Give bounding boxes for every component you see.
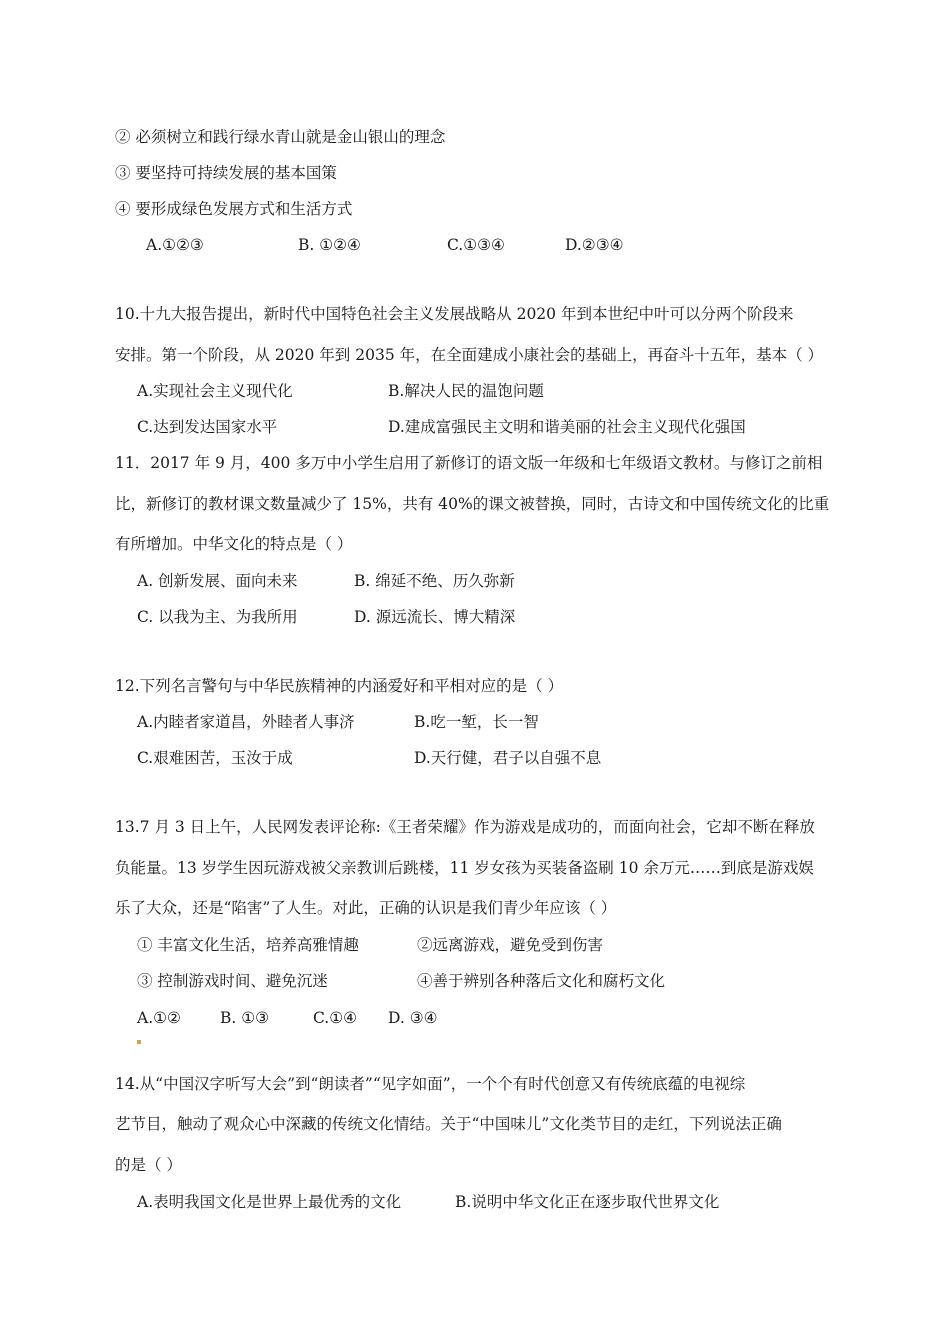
q14-option-a: A.表明我国文化是世界上最优秀的文化: [137, 1193, 402, 1211]
q14-option-b: B.说明中华文化正在逐步取代世界文化: [455, 1193, 720, 1211]
q10-stem-line-1: 10.十九大报告提出，新时代中国特色社会主义发展战略从 2020 年到本世纪中叶可以分两个阶段来: [115, 305, 794, 323]
q9-item-2: ② 必须树立和践行绿水青山就是金山银山的理念: [115, 128, 446, 146]
q13-stem-line-2: 负能量。13 岁学生因玩游戏被父亲教训后跳楼，11 岁女孩为买装备盗刷 10 余万元……到底是游戏娱: [115, 859, 814, 877]
q9-option-b: B. ①②④: [298, 236, 361, 254]
q10-option-c: C.达到发达国家水平: [137, 418, 278, 436]
q11-stem-line-1: 11．2017 年 9 月，400 多万中小学生启用了新修订的语文版一年级和七年级语文教材。与修订之前相: [115, 454, 823, 472]
q13-stem-line-3: 乐了大众，还是“陷害”了人生。对此，正确的认识是我们青少年应该（ ）: [115, 899, 617, 917]
q11-stem-line-3: 有所增加。中华文化的特点是（ ）: [115, 535, 353, 553]
q13-option-d: D. ③④: [388, 1009, 438, 1027]
q13-option-a: A.①②: [137, 1009, 181, 1027]
q12-option-b: B.吃一堑，长一智: [414, 713, 539, 731]
q12-option-a: A.内睦者家道昌，外睦者人事济: [137, 713, 355, 731]
q11-option-b: B. 绵延不绝、历久弥新: [354, 572, 515, 590]
q12-option-d: D.天行健，君子以自强不息: [414, 749, 602, 767]
q13-item-1: ① 丰富文化生活，培养高雅情趣: [137, 936, 359, 954]
q13-stem-line-1: 13.7 月 3 日上午，人民网发表评论称:《王者荣耀》作为游戏是成功的，而面向社会，它却不断在释放: [115, 818, 815, 836]
q9-option-d: D.②③④: [565, 236, 624, 254]
q11-option-d: D. 源远流长、博大精深: [354, 608, 516, 626]
q14-stem-line-1: 14.从“中国汉字听写大会”到“朗读者”“见字如面”，一个个有时代创意又有传统底蕴的电视综: [115, 1075, 746, 1093]
q10-stem-line-2: 安排。第一个阶段，从 2020 年到 2035 年，在全面建成小康社会的基础上，再奋斗十五年，基本（ ）: [115, 346, 824, 364]
q9-option-c: C.①③④: [447, 236, 505, 254]
q11-option-c: C. 以我为主、为我所用: [137, 608, 298, 626]
q10-option-b: B.解决人民的温饱问题: [388, 382, 544, 400]
q10-option-d: D.建成富强民主文明和谐美丽的社会主义现代化强国: [388, 418, 746, 436]
q14-stem-line-3: 的是（ ）: [115, 1156, 182, 1174]
q13-item-3: ③ 控制游戏时间、避免沉迷: [137, 972, 328, 990]
q12-stem: 12.下列名言警句与中华民族精神的内涵爱好和平相对应的是（ ）: [115, 677, 564, 695]
q13-option-c: C.①④: [313, 1009, 358, 1027]
stray-mark: [137, 1040, 141, 1044]
q13-option-b: B. ①③: [220, 1009, 270, 1027]
q9-item-3: ③ 要坚持可持续发展的基本国策: [115, 164, 337, 182]
q14-stem-line-2: 艺节目，触动了观众心中深藏的传统文化情结。关于“中国味儿”文化类节目的走红，下列说法正确: [115, 1115, 782, 1133]
q12-option-c: C.艰难困苦，玉汝于成: [137, 749, 293, 767]
q13-item-2: ②远离游戏，避免受到伤害: [417, 936, 604, 954]
q9-option-a: A.①②③: [146, 236, 204, 254]
q10-option-a: A.实现社会主义现代化: [137, 382, 293, 400]
q11-stem-line-2: 比，新修订的教材课文数量减少了 15%，共有 40%的课文被替换，同时，古诗文和中国传统文化的比重: [115, 495, 830, 513]
q13-item-4: ④善于辨别各种落后文化和腐朽文化: [417, 972, 666, 990]
q11-option-a: A. 创新发展、面向未来: [137, 572, 298, 590]
q9-item-4: ④ 要形成绿色发展方式和生活方式: [115, 200, 353, 218]
